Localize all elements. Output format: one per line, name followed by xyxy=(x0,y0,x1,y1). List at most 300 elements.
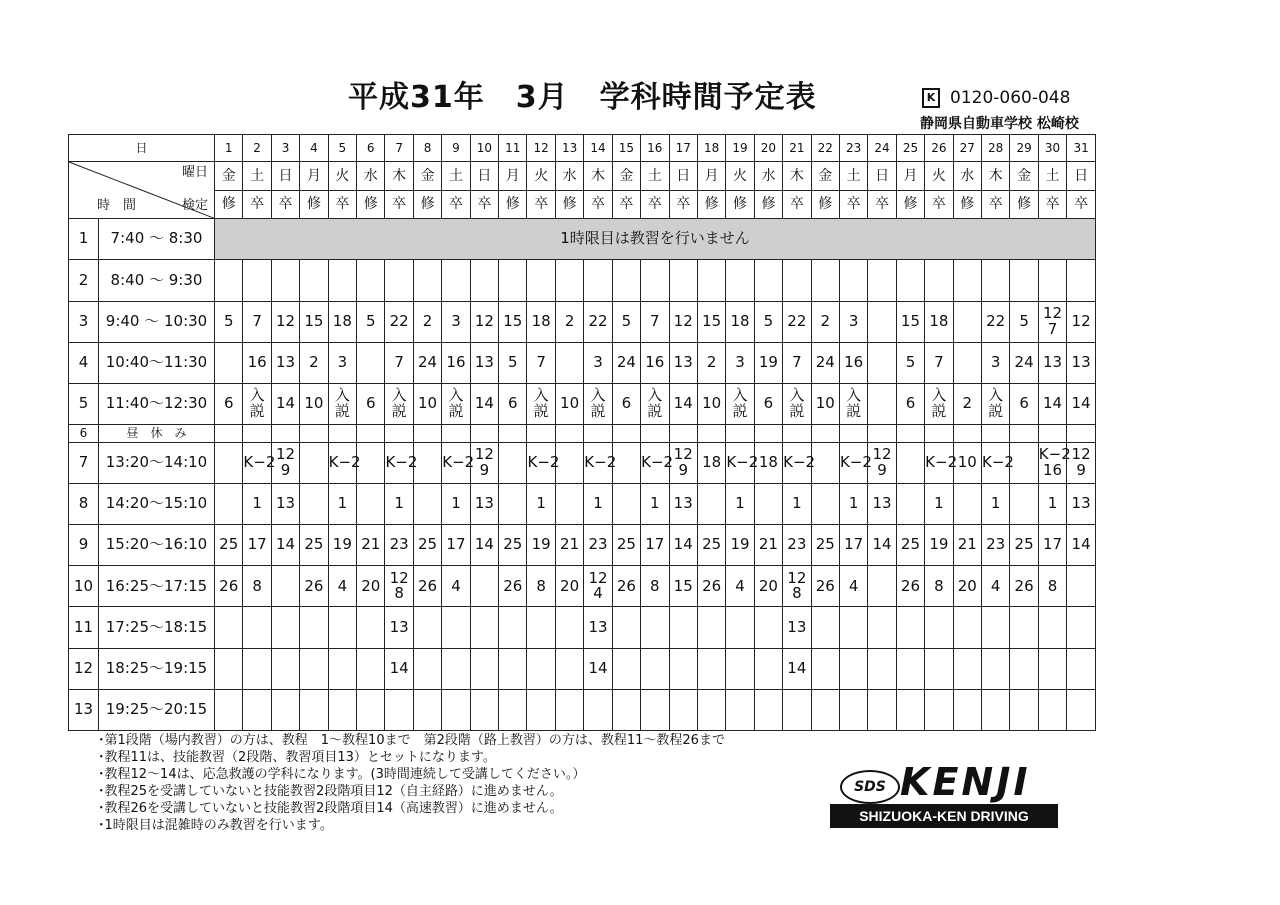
schedule-cell xyxy=(754,484,782,525)
schedule-cell xyxy=(953,648,981,689)
day-label: 日 xyxy=(69,135,215,162)
schedule-cell xyxy=(811,260,839,301)
schedule-cell: 10 xyxy=(555,383,583,424)
schedule-cell xyxy=(442,260,470,301)
schedule-cell xyxy=(357,342,385,383)
schedule-cell: 3 xyxy=(726,342,754,383)
exam-type-cell: 修 xyxy=(1010,191,1038,219)
schedule-cell: 入 説 xyxy=(641,383,669,424)
day-number: 20 xyxy=(754,135,782,162)
schedule-cell xyxy=(357,648,385,689)
schedule-cell xyxy=(555,648,583,689)
lunch-cell xyxy=(783,424,811,442)
schedule-cell: 2 xyxy=(300,342,328,383)
weekday-cell: 金 xyxy=(215,162,243,191)
schedule-cell xyxy=(612,442,640,483)
schedule-cell xyxy=(413,648,441,689)
schedule-cell xyxy=(442,689,470,730)
schedule-cell: 7 xyxy=(243,301,271,342)
schedule-cell xyxy=(811,607,839,648)
exam-type-cell: 卒 xyxy=(612,191,640,219)
period-number: 7 xyxy=(69,442,99,483)
schedule-cell xyxy=(499,484,527,525)
schedule-cell xyxy=(357,260,385,301)
day-number: 7 xyxy=(385,135,413,162)
schedule-cell: 14 xyxy=(271,525,299,566)
exam-type-cell: 卒 xyxy=(385,191,413,219)
schedule-cell xyxy=(783,689,811,730)
schedule-cell xyxy=(1067,689,1096,730)
schedule-cell: 15 xyxy=(499,301,527,342)
schedule-cell xyxy=(697,484,725,525)
lunch-cell xyxy=(215,424,243,442)
schedule-cell xyxy=(300,689,328,730)
schedule-cell: 25 xyxy=(811,525,839,566)
schedule-cell: K−2 xyxy=(641,442,669,483)
schedule-cell xyxy=(499,260,527,301)
weekday-cell: 土 xyxy=(442,162,470,191)
schedule-cell: 4 xyxy=(726,566,754,607)
schedule-cell: 18 xyxy=(754,442,782,483)
day-number: 10 xyxy=(470,135,498,162)
schedule-cell xyxy=(243,260,271,301)
day-number: 15 xyxy=(612,135,640,162)
schedule-cell xyxy=(215,484,243,525)
exam-type-cell: 卒 xyxy=(243,191,271,219)
schedule-cell xyxy=(868,566,896,607)
day-number: 6 xyxy=(357,135,385,162)
schedule-cell xyxy=(271,566,299,607)
schedule-cell: 13 xyxy=(470,342,498,383)
schedule-cell: K−2 xyxy=(243,442,271,483)
lunch-cell xyxy=(584,424,612,442)
schedule-cell xyxy=(981,648,1009,689)
schedule-cell xyxy=(612,260,640,301)
weekday-cell: 日 xyxy=(669,162,697,191)
exam-type-cell: 卒 xyxy=(1038,191,1066,219)
schedule-cell xyxy=(1010,442,1038,483)
exam-type-cell: 修 xyxy=(215,191,243,219)
schedule-cell: 4 xyxy=(442,566,470,607)
schedule-cell xyxy=(811,648,839,689)
period-number: 13 xyxy=(69,689,99,730)
schedule-cell: 12 9 xyxy=(669,442,697,483)
day-number: 26 xyxy=(925,135,953,162)
note-line: ･教程25を受講していないと技能教習2段階項目12（自主経路）に進めません。 xyxy=(98,784,563,799)
schedule-cell xyxy=(697,689,725,730)
schedule-cell xyxy=(584,689,612,730)
schedule-cell: K−2 xyxy=(925,442,953,483)
schedule-cell: 13 xyxy=(1067,342,1096,383)
time-label: 時 間 xyxy=(97,197,137,213)
schedule-cell: 26 xyxy=(413,566,441,607)
exam-label: 検定 xyxy=(182,197,209,213)
schedule-cell xyxy=(527,689,555,730)
schedule-cell xyxy=(1010,648,1038,689)
lunch-cell xyxy=(499,424,527,442)
schedule-cell: 12 8 xyxy=(385,566,413,607)
schedule-cell xyxy=(215,648,243,689)
schedule-cell: 10 xyxy=(811,383,839,424)
day-number: 9 xyxy=(442,135,470,162)
schedule-cell: 6 xyxy=(896,383,924,424)
schedule-cell xyxy=(215,689,243,730)
schedule-cell xyxy=(612,648,640,689)
schedule-cell xyxy=(868,301,896,342)
schedule-cell: 16 xyxy=(839,342,867,383)
schedule-cell xyxy=(357,442,385,483)
weekday-cell: 木 xyxy=(783,162,811,191)
schedule-cell: 3 xyxy=(839,301,867,342)
lunch-cell xyxy=(385,424,413,442)
schedule-cell xyxy=(527,648,555,689)
schedule-cell: 8 xyxy=(527,566,555,607)
schedule-cell xyxy=(328,648,356,689)
schedule-cell: 12 9 xyxy=(271,442,299,483)
exam-type-cell: 卒 xyxy=(868,191,896,219)
schedule-cell: 13 xyxy=(385,607,413,648)
schedule-cell: 12 9 xyxy=(470,442,498,483)
schedule-cell: 12 xyxy=(470,301,498,342)
exam-type-cell: 卒 xyxy=(1067,191,1096,219)
schedule-cell xyxy=(1010,607,1038,648)
schedule-cell xyxy=(1038,648,1066,689)
schedule-cell: 13 xyxy=(868,484,896,525)
schedule-cell xyxy=(868,260,896,301)
lunch-cell xyxy=(925,424,953,442)
day-number: 16 xyxy=(641,135,669,162)
schedule-cell: 13 xyxy=(669,484,697,525)
schedule-cell xyxy=(811,484,839,525)
schedule-cell: 14 xyxy=(1067,383,1096,424)
schedule-cell: 23 xyxy=(385,525,413,566)
schedule-cell: 15 xyxy=(697,301,725,342)
schedule-cell xyxy=(413,689,441,730)
schedule-cell xyxy=(669,260,697,301)
weekday-cell: 木 xyxy=(981,162,1009,191)
exam-type-cell: 修 xyxy=(953,191,981,219)
exam-type-cell: 卒 xyxy=(641,191,669,219)
schedule-table xyxy=(68,134,1096,731)
schedule-cell xyxy=(215,442,243,483)
sds-logo-icon: SDS xyxy=(840,770,900,804)
schedule-cell xyxy=(697,607,725,648)
schedule-cell xyxy=(555,607,583,648)
schedule-cell: 19 xyxy=(754,342,782,383)
schedule-cell: 17 xyxy=(243,525,271,566)
day-number: 31 xyxy=(1067,135,1096,162)
schedule-cell: 入 説 xyxy=(243,383,271,424)
schedule-cell: 17 xyxy=(1038,525,1066,566)
schedule-cell xyxy=(612,484,640,525)
day-number: 19 xyxy=(726,135,754,162)
schedule-cell xyxy=(243,648,271,689)
schedule-cell xyxy=(271,689,299,730)
schedule-cell xyxy=(839,689,867,730)
schedule-cell xyxy=(669,607,697,648)
period-row xyxy=(69,648,1096,689)
weekday-cell: 月 xyxy=(896,162,924,191)
schedule-cell: 26 xyxy=(300,566,328,607)
lunch-cell xyxy=(1038,424,1066,442)
day-number: 29 xyxy=(1010,135,1038,162)
schedule-cell: K−2 xyxy=(584,442,612,483)
exam-type-cell: 卒 xyxy=(271,191,299,219)
schedule-cell xyxy=(1067,607,1096,648)
schedule-cell xyxy=(896,648,924,689)
weekday-cell: 木 xyxy=(584,162,612,191)
schedule-cell: 3 xyxy=(442,301,470,342)
schedule-cell xyxy=(328,607,356,648)
schedule-cell: 5 xyxy=(612,301,640,342)
schedule-cell xyxy=(868,689,896,730)
lunch-cell xyxy=(981,424,1009,442)
schedule-cell: 8 xyxy=(243,566,271,607)
schedule-cell xyxy=(555,484,583,525)
schedule-cell xyxy=(1010,689,1038,730)
schedule-cell: 22 xyxy=(783,301,811,342)
schedule-cell xyxy=(811,689,839,730)
schedule-cell xyxy=(413,260,441,301)
schedule-cell xyxy=(868,383,896,424)
exam-type-cell: 卒 xyxy=(584,191,612,219)
schedule-cell: 24 xyxy=(1010,342,1038,383)
period-time: 9:40 ～ 10:30 xyxy=(99,301,215,342)
schedule-cell xyxy=(925,689,953,730)
schedule-cell: 19 xyxy=(328,525,356,566)
schedule-cell: 14 xyxy=(669,525,697,566)
period-number: 12 xyxy=(69,648,99,689)
schedule-cell xyxy=(925,260,953,301)
period-row xyxy=(69,301,1096,342)
exam-type-cell: 修 xyxy=(754,191,782,219)
schedule-cell: K−2 xyxy=(385,442,413,483)
weekday-label: 曜日 xyxy=(182,165,209,181)
schedule-cell xyxy=(527,260,555,301)
weekday-cell: 土 xyxy=(243,162,271,191)
day-number: 1 xyxy=(215,135,243,162)
schedule-cell xyxy=(896,442,924,483)
schedule-cell xyxy=(555,442,583,483)
schedule-cell: 入 説 xyxy=(328,383,356,424)
schedule-cell xyxy=(385,260,413,301)
day-number: 11 xyxy=(499,135,527,162)
weekday-cell: 日 xyxy=(271,162,299,191)
brand-logo xyxy=(830,760,1070,848)
lunch-cell xyxy=(868,424,896,442)
header-corner-label xyxy=(69,162,215,219)
schedule-cell: 5 xyxy=(1010,301,1038,342)
weekday-cell: 水 xyxy=(754,162,782,191)
schedule-cell: 12 7 xyxy=(1038,301,1066,342)
schedule-cell xyxy=(612,689,640,730)
schedule-cell: 20 xyxy=(754,566,782,607)
period-time: 8:40 ～ 9:30 xyxy=(99,260,215,301)
schedule-cell xyxy=(925,648,953,689)
schedule-cell xyxy=(499,442,527,483)
day-number: 18 xyxy=(697,135,725,162)
exam-type-cell: 修 xyxy=(726,191,754,219)
schedule-cell xyxy=(953,260,981,301)
schedule-cell: 23 xyxy=(584,525,612,566)
lunch-cell xyxy=(527,424,555,442)
schedule-cell xyxy=(1010,484,1038,525)
schedule-cell xyxy=(953,689,981,730)
schedule-cell xyxy=(726,689,754,730)
schedule-cell: 15 xyxy=(300,301,328,342)
exam-type-cell: 修 xyxy=(300,191,328,219)
schedule-cell: 18 xyxy=(925,301,953,342)
lunch-cell xyxy=(697,424,725,442)
schedule-cell: K−2 16 xyxy=(1038,442,1066,483)
schedule-cell xyxy=(470,689,498,730)
weekday-cell: 火 xyxy=(527,162,555,191)
schedule-cell: 24 xyxy=(612,342,640,383)
exam-type-cell: 卒 xyxy=(839,191,867,219)
schedule-cell xyxy=(1067,648,1096,689)
schedule-cell: 21 xyxy=(754,525,782,566)
schedule-cell: 14 xyxy=(385,648,413,689)
weekday-cell: 火 xyxy=(925,162,953,191)
weekday-cell: 火 xyxy=(726,162,754,191)
schedule-cell xyxy=(499,689,527,730)
schedule-cell xyxy=(215,260,243,301)
schedule-cell xyxy=(357,607,385,648)
exam-type-cell: 修 xyxy=(896,191,924,219)
schedule-cell: 13 xyxy=(783,607,811,648)
schedule-cell: K−2 xyxy=(527,442,555,483)
period-number: 10 xyxy=(69,566,99,607)
schedule-cell: 3 xyxy=(328,342,356,383)
schedule-cell: 7 xyxy=(527,342,555,383)
schedule-cell: 入 説 xyxy=(584,383,612,424)
schedule-cell: 21 xyxy=(953,525,981,566)
brand-name: KENJI xyxy=(900,760,1031,804)
schedule-cell: 入 説 xyxy=(925,383,953,424)
schedule-cell: 4 xyxy=(981,566,1009,607)
schedule-cell: 12 xyxy=(1067,301,1096,342)
period-row xyxy=(69,566,1096,607)
exam-type-cell: 卒 xyxy=(925,191,953,219)
schedule-cell xyxy=(1010,260,1038,301)
day-number: 22 xyxy=(811,135,839,162)
school-name: 静岡県自動車学校 松崎校 xyxy=(920,116,1079,132)
weekday-cell: 土 xyxy=(839,162,867,191)
lunch-cell xyxy=(271,424,299,442)
schedule-cell: 12 9 xyxy=(1067,442,1096,483)
schedule-cell: 10 xyxy=(300,383,328,424)
schedule-cell xyxy=(868,648,896,689)
lunch-cell xyxy=(1067,424,1096,442)
schedule-cell: 20 xyxy=(555,566,583,607)
schedule-cell xyxy=(1038,607,1066,648)
schedule-cell: 1 xyxy=(726,484,754,525)
period-number: 1 xyxy=(69,219,99,260)
lunch-cell xyxy=(555,424,583,442)
period-number: 6 xyxy=(69,424,99,442)
schedule-cell: 14 xyxy=(470,525,498,566)
schedule-cell xyxy=(215,342,243,383)
lunch-cell xyxy=(641,424,669,442)
schedule-cell xyxy=(896,484,924,525)
weekday-cell: 日 xyxy=(868,162,896,191)
schedule-cell xyxy=(612,607,640,648)
schedule-cell: 8 xyxy=(925,566,953,607)
schedule-cell: 14 xyxy=(1038,383,1066,424)
schedule-cell: 3 xyxy=(981,342,1009,383)
schedule-cell xyxy=(641,648,669,689)
schedule-cell: 14 xyxy=(783,648,811,689)
weekday-cell: 木 xyxy=(385,162,413,191)
exam-type-cell: 修 xyxy=(357,191,385,219)
schedule-cell xyxy=(953,342,981,383)
day-number: 5 xyxy=(328,135,356,162)
day-number: 28 xyxy=(981,135,1009,162)
schedule-cell: 19 xyxy=(925,525,953,566)
schedule-cell: 5 xyxy=(896,342,924,383)
lunch-cell xyxy=(669,424,697,442)
lunch-cell xyxy=(811,424,839,442)
schedule-cell xyxy=(697,648,725,689)
schedule-cell xyxy=(754,689,782,730)
lunch-cell xyxy=(243,424,271,442)
schedule-cell xyxy=(896,260,924,301)
schedule-cell xyxy=(413,484,441,525)
schedule-cell xyxy=(754,260,782,301)
schedule-cell xyxy=(470,607,498,648)
period-row xyxy=(69,260,1096,301)
schedule-cell: 14 xyxy=(470,383,498,424)
period-time: 10:40～11:30 xyxy=(99,342,215,383)
schedule-cell xyxy=(413,442,441,483)
exam-type-cell: 修 xyxy=(499,191,527,219)
exam-type-cell: 修 xyxy=(811,191,839,219)
schedule-cell: 3 xyxy=(584,342,612,383)
schedule-cell: 26 xyxy=(612,566,640,607)
weekday-cell: 土 xyxy=(1038,162,1066,191)
schedule-cell xyxy=(385,689,413,730)
schedule-cell: 21 xyxy=(357,525,385,566)
schedule-cell xyxy=(953,484,981,525)
schedule-cell xyxy=(868,607,896,648)
day-number: 17 xyxy=(669,135,697,162)
schedule-cell: 1 xyxy=(783,484,811,525)
schedule-cell: 8 xyxy=(641,566,669,607)
schedule-cell: 25 xyxy=(612,525,640,566)
exam-type-cell: 卒 xyxy=(981,191,1009,219)
schedule-cell: K−2 xyxy=(328,442,356,483)
day-number: 21 xyxy=(783,135,811,162)
schedule-cell xyxy=(896,689,924,730)
schedule-cell xyxy=(300,484,328,525)
period-time: 15:20～16:10 xyxy=(99,525,215,566)
schedule-cell: 17 xyxy=(641,525,669,566)
phone-number: 0120-060-048 xyxy=(950,88,1071,108)
day-number: 23 xyxy=(839,135,867,162)
schedule-cell: 6 xyxy=(754,383,782,424)
period-number: 2 xyxy=(69,260,99,301)
schedule-cell: 15 xyxy=(896,301,924,342)
notes xyxy=(98,732,725,834)
lunch-cell xyxy=(896,424,924,442)
period-number: 9 xyxy=(69,525,99,566)
schedule-cell xyxy=(641,689,669,730)
schedule-cell xyxy=(470,648,498,689)
brand-subtitle: SHIZUOKA-KEN DRIVING SCHOOL xyxy=(830,804,1058,828)
schedule-cell: 16 xyxy=(243,342,271,383)
no-class-notice: 1時限目は教習を行いません xyxy=(215,219,1096,260)
schedule-cell: 10 xyxy=(953,442,981,483)
